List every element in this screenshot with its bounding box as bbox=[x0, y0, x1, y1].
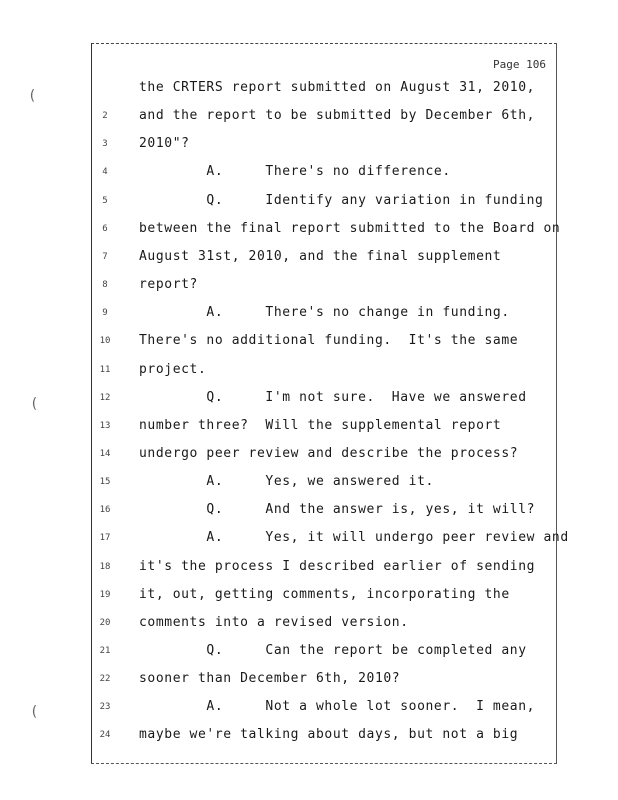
transcript-line bbox=[0, 191, 618, 211]
line-text: undergo peer review and describe the process? bbox=[139, 445, 519, 461]
line-text: the CRTERS report submitted on August 31, 2010, bbox=[139, 80, 536, 95]
transcript-line bbox=[0, 388, 618, 408]
line-number: 11 bbox=[99, 364, 111, 375]
transcript-line bbox=[0, 613, 618, 633]
line-text: between the final report submitted to the Board on bbox=[139, 220, 561, 236]
line-number: 5 bbox=[102, 195, 108, 206]
line-number: 22 bbox=[99, 674, 111, 685]
transcript-line bbox=[0, 303, 618, 323]
margin-mark: ( bbox=[30, 396, 39, 412]
line-text: Q. I'm not sure. Have we answered bbox=[139, 389, 527, 405]
line-text: 2010"? bbox=[139, 136, 190, 152]
line-number: 3 bbox=[102, 139, 108, 150]
transcript-line bbox=[0, 247, 618, 267]
transcript-line bbox=[0, 557, 618, 577]
transcript-line bbox=[0, 360, 618, 380]
line-text: number three? Will the supplemental report bbox=[139, 417, 502, 433]
line-text: Q. Identify any variation in funding bbox=[139, 192, 544, 208]
page-number: Page 106 bbox=[493, 58, 546, 71]
transcript-line bbox=[0, 219, 618, 239]
line-text: Q. And the answer is, yes, it will? bbox=[139, 502, 536, 518]
line-number: 19 bbox=[99, 589, 111, 600]
transcript-line bbox=[0, 697, 618, 717]
line-number: 15 bbox=[99, 477, 111, 488]
line-text: A. Not a whole lot sooner. I mean, bbox=[139, 699, 536, 715]
line-text: A. There's no difference. bbox=[139, 164, 451, 180]
line-number: 14 bbox=[99, 448, 111, 459]
line-text: Q. Can the report be completed any bbox=[139, 643, 527, 658]
line-text: There's no additional funding. It's the same bbox=[139, 333, 519, 349]
line-number: 9 bbox=[102, 308, 108, 319]
line-number: 23 bbox=[99, 702, 111, 713]
line-number: 13 bbox=[99, 420, 111, 431]
line-text: project. bbox=[139, 361, 207, 377]
line-number: 20 bbox=[99, 617, 111, 628]
bottom-border bbox=[91, 763, 557, 764]
line-number: 2 bbox=[102, 111, 108, 122]
transcript-line bbox=[0, 669, 618, 689]
line-text: it, out, getting comments, incorporating the bbox=[139, 586, 510, 602]
line-number: 6 bbox=[102, 223, 108, 234]
line-number: 17 bbox=[99, 533, 111, 544]
line-text: sooner than December 6th, 2010? bbox=[139, 671, 401, 687]
line-text: report? bbox=[139, 277, 198, 293]
transcript-line bbox=[0, 444, 618, 464]
line-text: August 31st, 2010, and the final supplement bbox=[139, 248, 502, 264]
line-text: comments into a revised version. bbox=[139, 614, 409, 630]
transcript-line bbox=[0, 134, 618, 154]
line-number: 10 bbox=[99, 336, 111, 347]
line-number: 4 bbox=[102, 167, 108, 178]
line-text: it's the process I described earlier of sending bbox=[139, 558, 536, 574]
line-text: and the report to be submitted by December 6th, bbox=[139, 108, 536, 124]
margin-mark: ( bbox=[28, 88, 37, 104]
line-number: 8 bbox=[102, 280, 108, 291]
transcript-line bbox=[0, 162, 618, 182]
line-number: 18 bbox=[99, 561, 111, 572]
transcript-line bbox=[0, 331, 618, 351]
transcript-line bbox=[0, 78, 618, 98]
transcript-line bbox=[0, 641, 618, 661]
line-number: 21 bbox=[99, 646, 111, 656]
line-number: 12 bbox=[99, 392, 111, 403]
line-number: 16 bbox=[99, 505, 111, 516]
line-number: 24 bbox=[99, 730, 111, 741]
transcript-line bbox=[0, 528, 618, 548]
transcript-line bbox=[0, 472, 618, 492]
transcript-line bbox=[0, 275, 618, 295]
margin-mark: ( bbox=[30, 704, 39, 720]
line-text: A. Yes, we answered it. bbox=[139, 474, 434, 490]
line-text: maybe we're talking about days, but not a big bbox=[139, 727, 519, 743]
transcript-line bbox=[0, 585, 618, 605]
transcript-line bbox=[0, 106, 618, 126]
transcript-line bbox=[0, 725, 618, 745]
line-number: 7 bbox=[102, 251, 108, 262]
transcript-line bbox=[0, 500, 618, 520]
line-text: A. There's no change in funding. bbox=[139, 305, 510, 321]
transcript-line bbox=[0, 416, 618, 436]
line-text: A. Yes, it will undergo peer review and bbox=[139, 530, 569, 546]
